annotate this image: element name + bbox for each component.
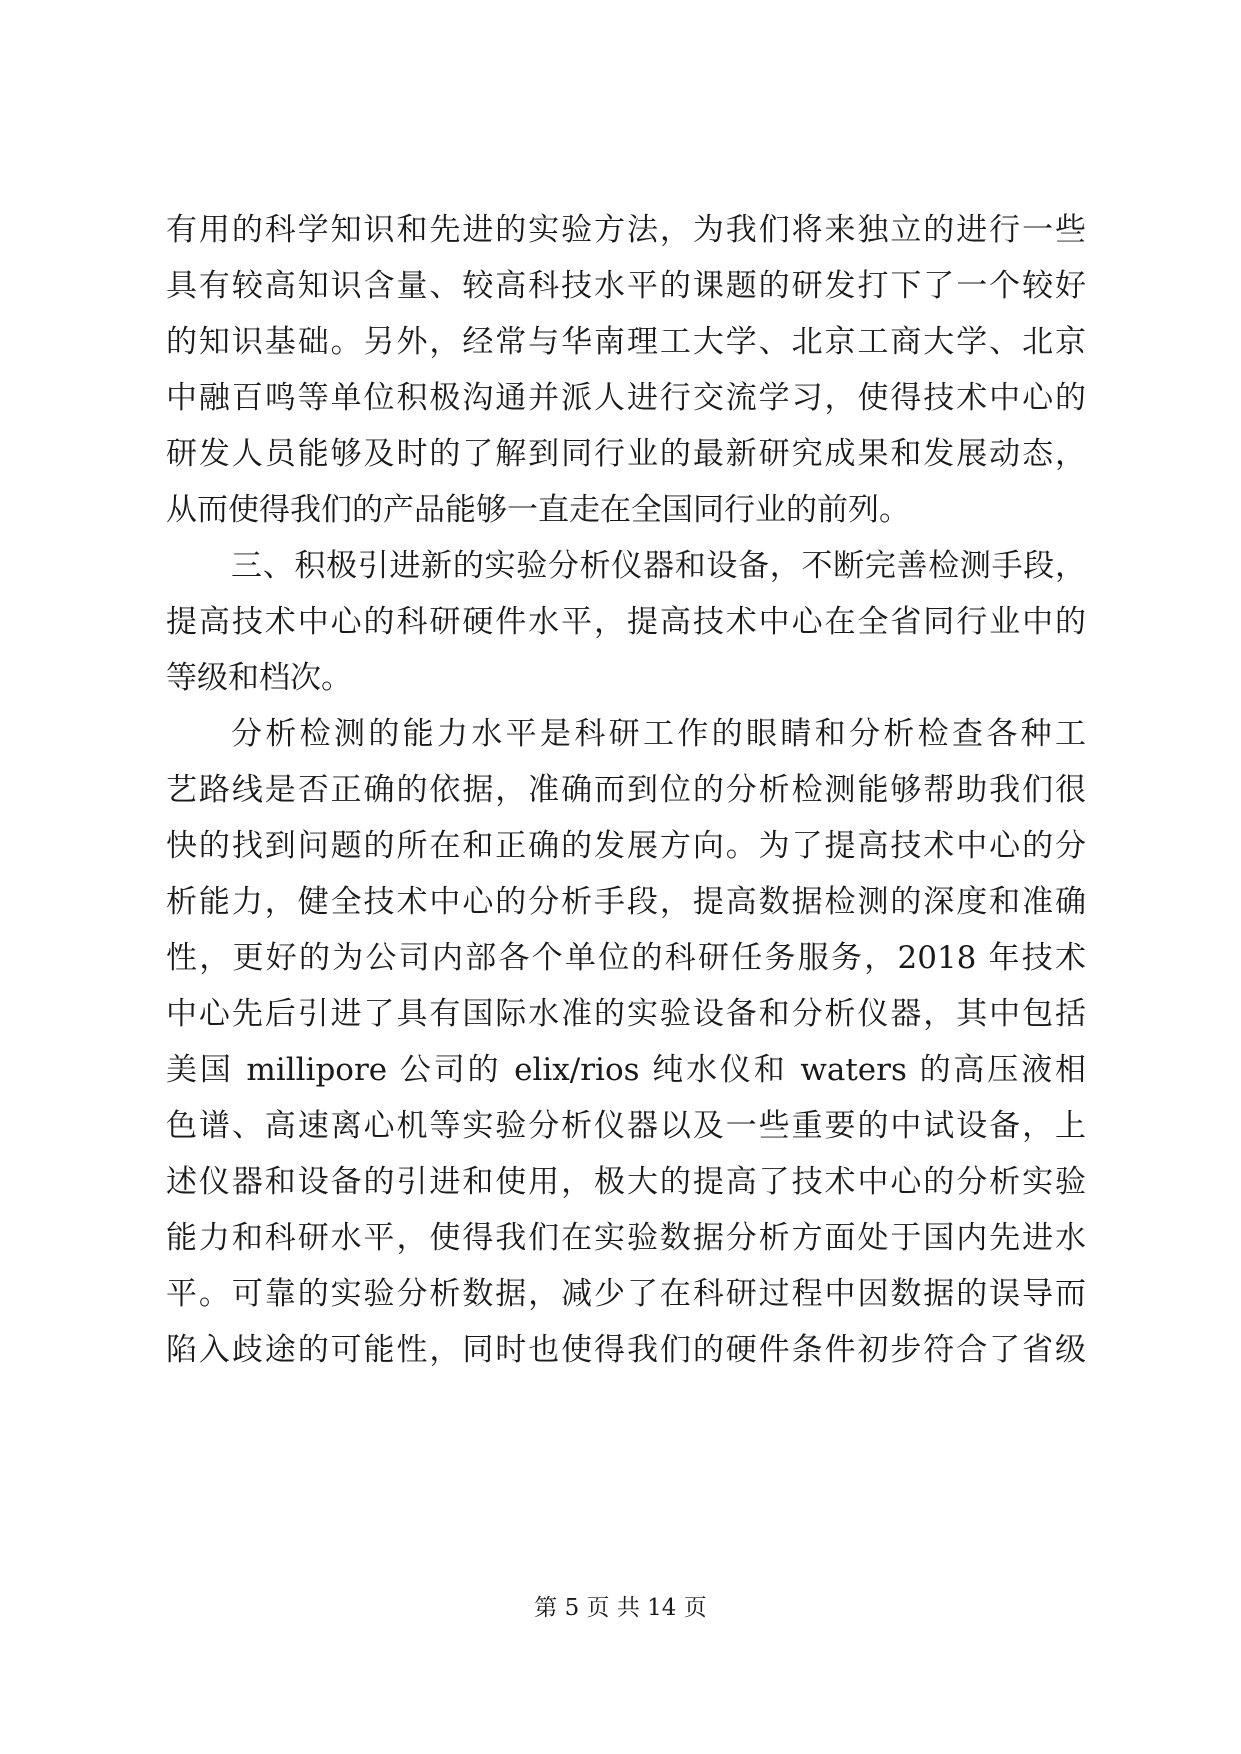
paragraph-line: 从而使得我们的产品能够一直走在全国同行业的前列。 [166,492,910,528]
paragraph-line: 析能力，健全技术中心的分析手段，提高数据检测的深度和准确 [166,884,1086,920]
paragraph-line: 快的找到问题的所在和正确的发展方向。为了提高技术中心的分 [166,828,1086,864]
paragraph-line: 色谱、高速离心机等实验分析仪器以及一些重要的中试设备，上 [166,1108,1086,1144]
paragraph-line: 有用的科学知识和先进的实验方法，为我们将来独立的进行一些 [166,212,1086,248]
page-number-footer: 第 5 页 共 14 页 [534,1595,707,1621]
paragraph-line: 美国 millipore 公司的 elix/rios 纯水仪和 waters 的高压液相 [166,1052,1086,1088]
paragraph-line: 中心先后引进了具有国际水准的实验设备和分析仪器，其中包括 [166,996,1086,1032]
paragraph-line: 能力和科研水平，使得我们在实验数据分析方面处于国内先进水 [166,1220,1086,1256]
paragraph-line: 的知识基础。另外，经常与华南理工大学、北京工商大学、北京 [166,324,1086,360]
paragraph-line: 陷入歧途的可能性，同时也使得我们的硬件条件初步符合了省级 [166,1332,1086,1368]
paragraph-line: 艺路线是否正确的依据，准确而到位的分析检测能够帮助我们很 [166,772,1086,808]
paragraph-line: 研发人员能够及时的了解到同行业的最新研究成果和发展动态， [166,436,1086,472]
section-heading-line: 等级和档次。 [166,660,352,696]
section-heading-line: 提高技术中心的科研硬件水平，提高技术中心在全省同行业中的 [166,604,1086,640]
paragraph-line: 具有较高知识含量、较高科技水平的课题的研发打下了一个较好 [166,268,1086,304]
paragraph-line: 性，更好的为公司内部各个单位的科研任务服务，2018 年技术 [166,940,1086,976]
section-heading-line: 三、积极引进新的实验分析仪器和设备，不断完善检测手段， [231,548,1086,584]
paragraph-line: 平。可靠的实验分析数据，减少了在科研过程中因数据的误导而 [166,1276,1086,1312]
paragraph-line: 述仪器和设备的引进和使用，极大的提高了技术中心的分析实验 [166,1164,1086,1200]
paragraph-line: 中融百鸣等单位积极沟通并派人进行交流学习，使得技术中心的 [166,380,1086,416]
paragraph-line: 分析检测的能力水平是科研工作的眼睛和分析检查各种工 [231,716,1086,752]
